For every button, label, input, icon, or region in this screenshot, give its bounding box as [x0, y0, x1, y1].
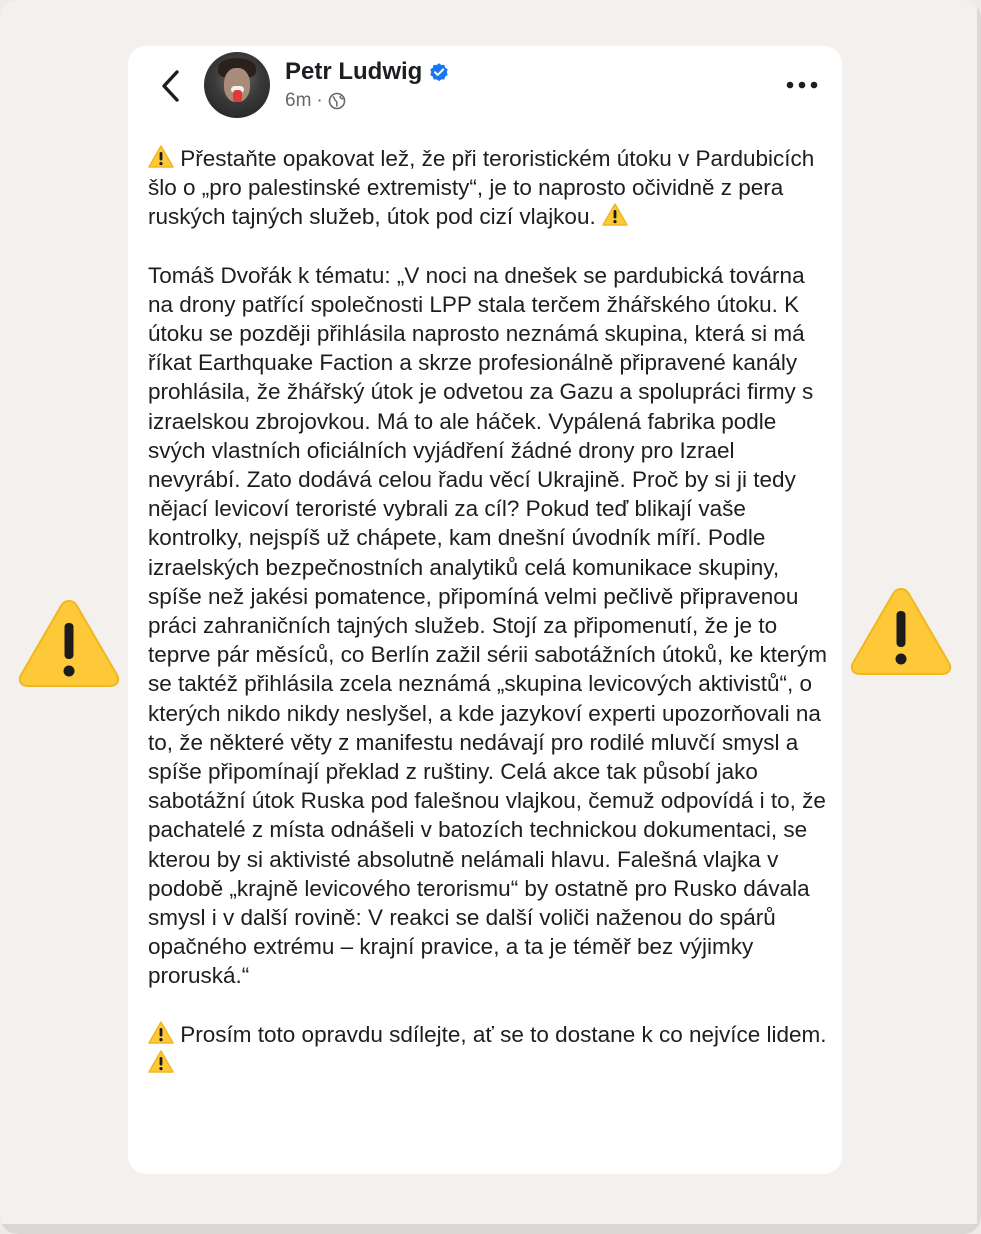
verified-badge-icon	[428, 61, 450, 83]
post-paragraph-1	[148, 144, 832, 232]
back-button[interactable]	[152, 66, 188, 106]
chevron-left-icon	[159, 69, 181, 103]
post-timestamp[interactable]: 6m	[285, 90, 312, 111]
warning-sign-icon	[148, 1021, 174, 1045]
author-row	[285, 58, 450, 86]
avatar[interactable]	[204, 52, 270, 118]
more-options-button[interactable]	[782, 70, 822, 100]
warning-sign-icon	[602, 203, 628, 227]
post-body	[148, 144, 832, 1078]
paragraph-1-text: Přestaňte opakovat lež, že při teroristickém útoku v Pardubicích šlo o „pro palestinské extremisty“, je to naprosto očividně z pera ruských tajných služeb, útok pod cizí vlajkou.	[148, 146, 815, 230]
meta-separator: ·	[316, 90, 323, 111]
author-name[interactable]: Petr Ludwig	[285, 58, 423, 85]
warning-sign-icon	[148, 145, 174, 169]
warning-sign-icon	[148, 1050, 174, 1074]
paragraph-3-text: Prosím toto opravdu sdílejte, ať se to dostane k co nejvíce lidem.	[180, 1021, 827, 1047]
more-horizontal-icon	[786, 81, 818, 89]
warning-sign-icon	[17, 597, 121, 689]
post-paragraph-3	[148, 1020, 832, 1078]
post-meta	[285, 90, 346, 112]
globe-icon	[328, 92, 346, 110]
post-card	[128, 46, 842, 1174]
post-paragraph-2: Tomáš Dvořák k tématu: „V noci na dnešek se pardubická továrna na drony patřící společnosti LPP stala terčem žhářského útoku. K útoku se později přihlásila naprosto neznámá skupina, která si má říkat Earthquake Faction a skrze profesionálně připravené kanály prohlásila, že žhářský útok je odvetou za Gazu a spolupráci firmy s izraelskou zbrojovkou. Má to ale háček. Vypálená fabrika podle svých vlastních oficiálních vyjádření žádné drony pro Izrael nevyrábí. Zato dodává celou řadu věcí Ukrajině. Proč by si ji tedy nějací levicoví teroristé vybrali za cíl? Pokud teď blikají vaše kontrolky, nejspíš už chápete, kam dnešní úvodník míří. Podle izraelských bezpečnostních analytiků celá komunikace skupiny, spíše než jakési pomatence, připomíná velmi pečlivě připravenou práci zahraničních tajných služeb. Stojí za připomenutí, že je to teprve pár měsíců, co Berlín zažil sérii sabotážních útoků, ke kterým se taktéž přihlásila zcela neznámá „skupina levicových aktivistů“, o kterých nikdo nikdy neslyšel, a kde jazykoví experti upozorňovali na to, že některé věty z manifestu nedávají pro rodilé mluvčí smysl a spíše připomínají překlad z ruštiny. Celá akce tak působí jako sabotážní útok Ruska pod falešnou vlajkou, čemuž odpovídá i to, že pachatelé z místa odnášeli v batozích technickou dokumentaci, se kterou by si aktivisté absolutně nelámali hlavu. Falešná vlajka v podobě „krajně levicového terorismu“ by ostatně pro Rusko dávala smysl i v další rovině: V reakci se další voliči naženou do spárů opačného extrému – krajní pravice, a ta je téměř bez výjimky proruská.“	[148, 262, 828, 989]
warning-sign-icon	[849, 585, 953, 677]
bottom-edge	[0, 1224, 981, 1234]
screen-edge	[977, 0, 981, 1234]
